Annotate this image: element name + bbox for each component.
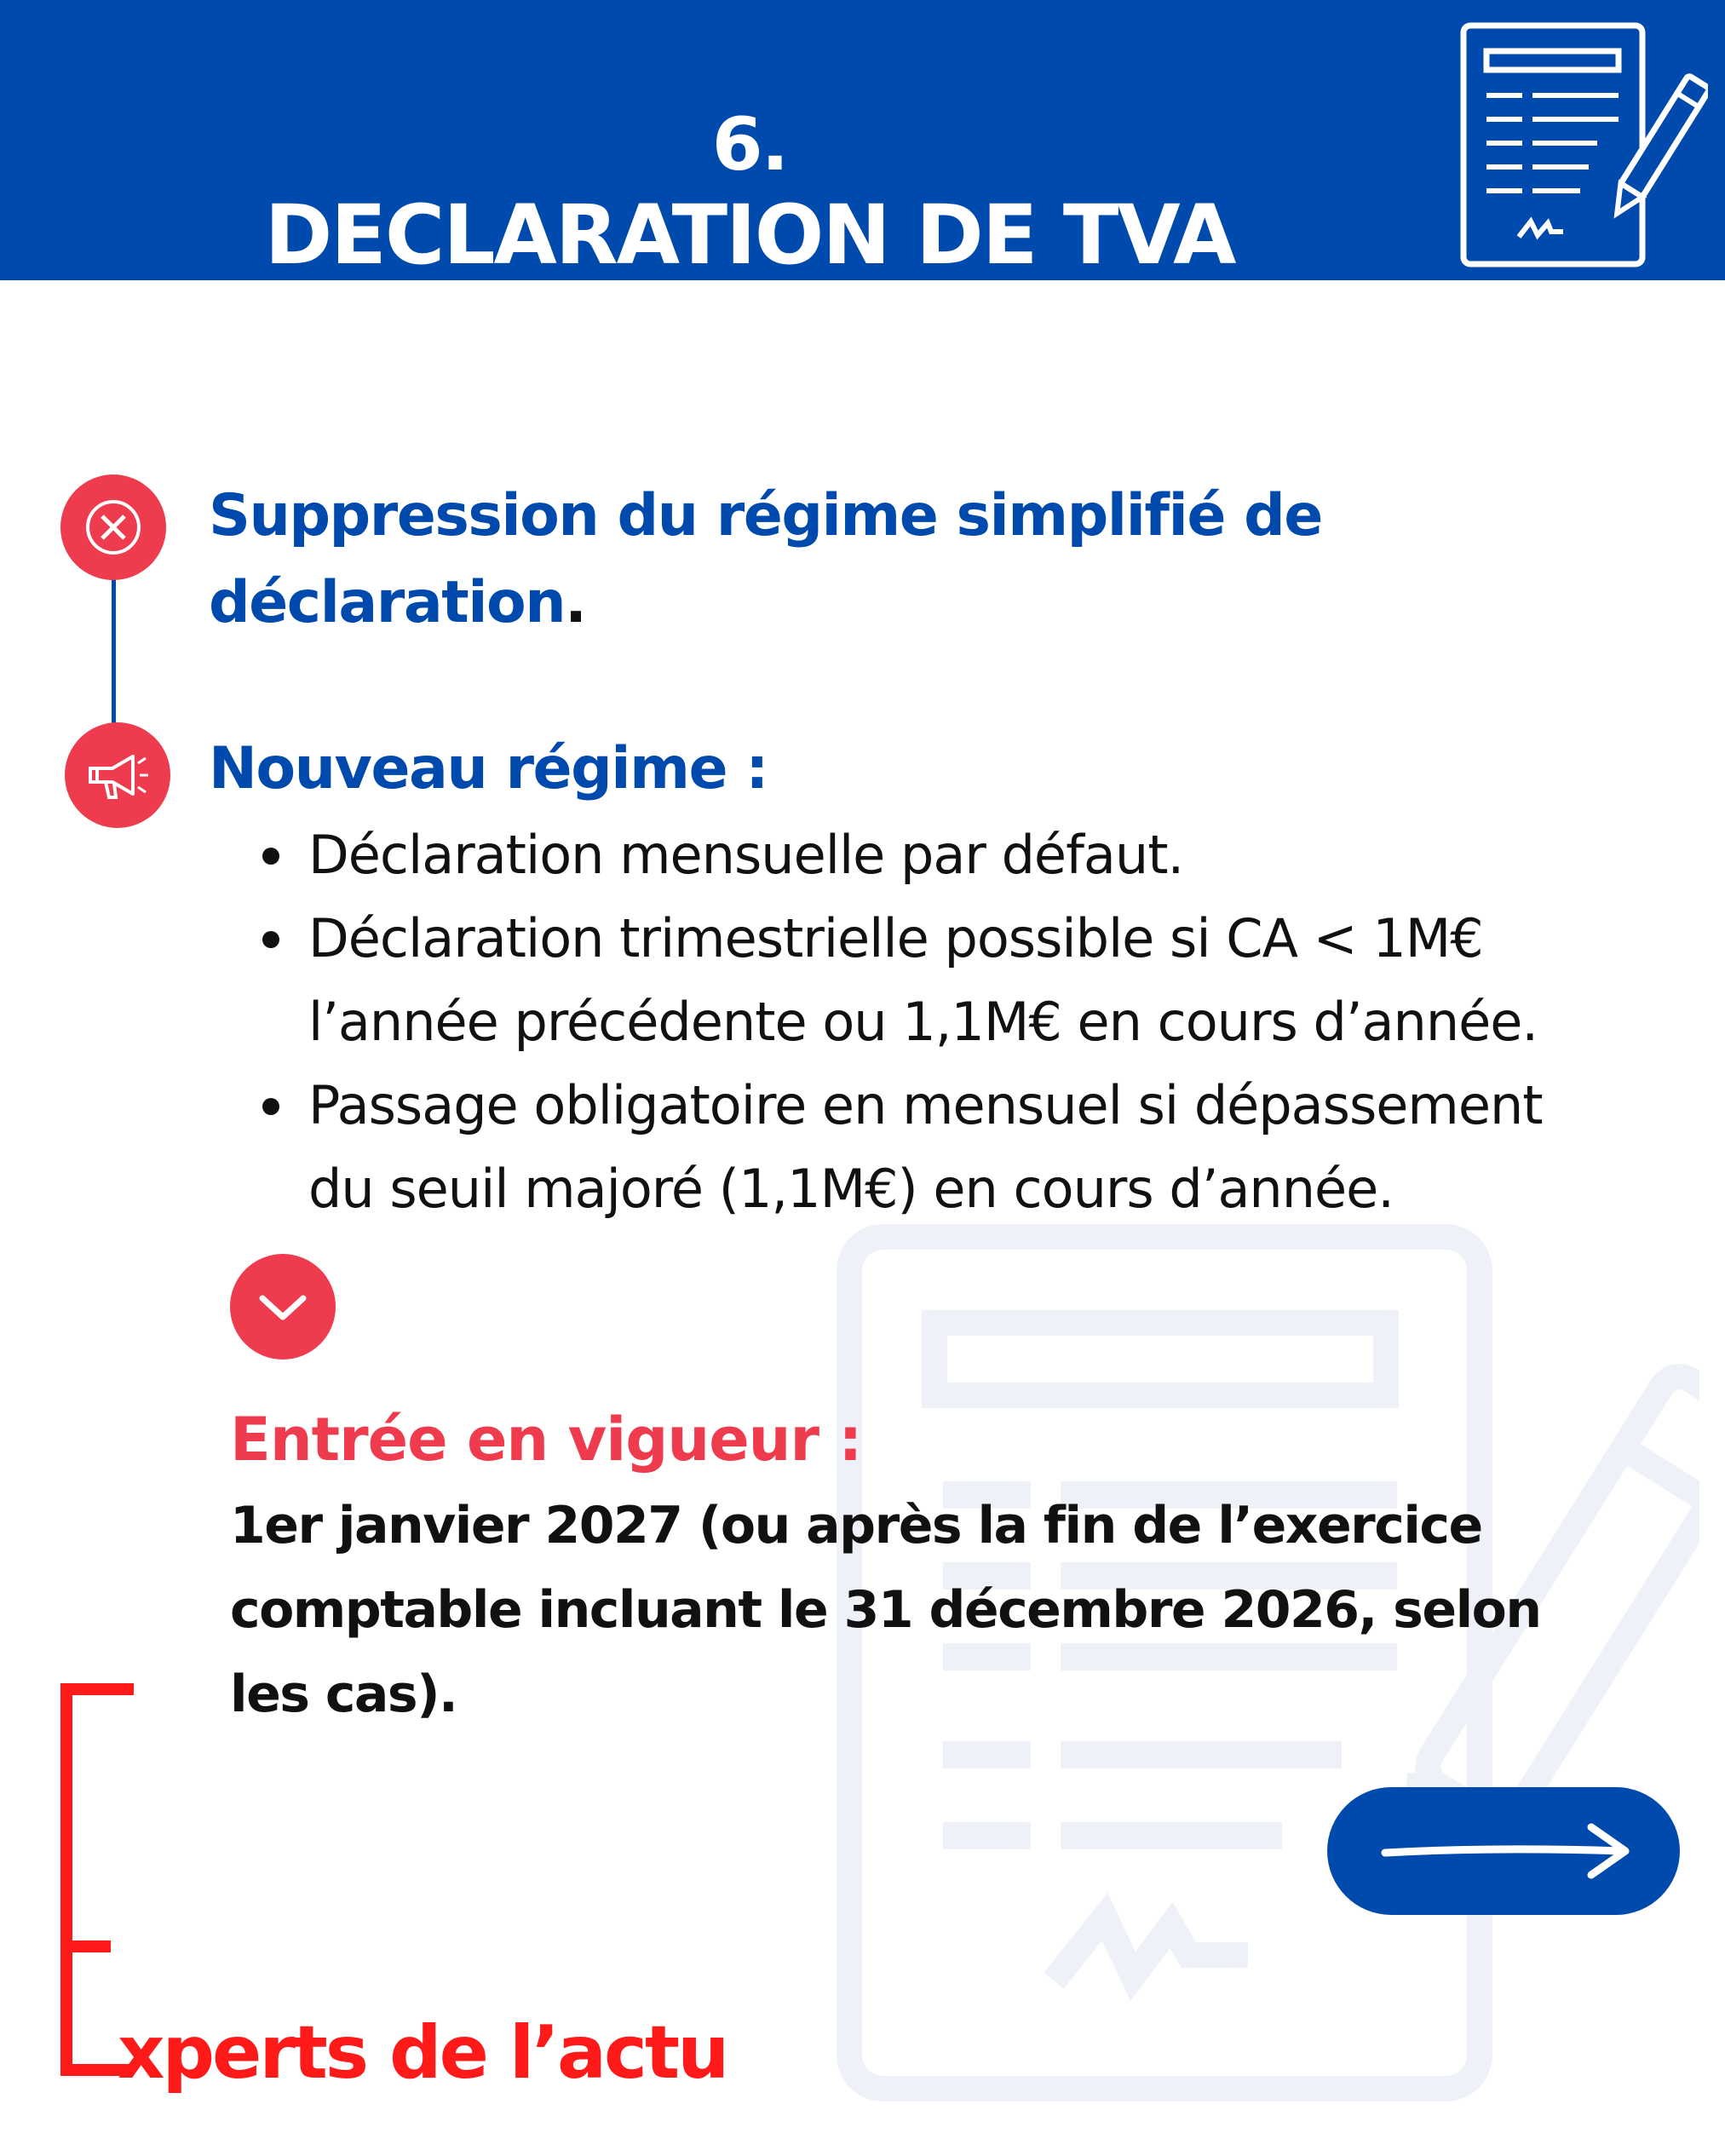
- next-button[interactable]: [1327, 1787, 1680, 1915]
- effective-date-text: 1er janvier 2027 (ou après la fin de l’exercice comptable incluant le 31 décembre 2026, selon les cas).: [230, 1496, 1541, 1724]
- page-title: DECLARATION DE TVA: [264, 187, 1235, 283]
- timeline-connector: [112, 562, 116, 728]
- item-title: Suppression du régime simplifié de déclaration: [209, 482, 1322, 636]
- megaphone-icon: [65, 722, 170, 828]
- section-number: 6.: [711, 102, 788, 187]
- item-title-period: .: [565, 569, 586, 636]
- x-circle-icon: [60, 474, 166, 580]
- document-signature-icon: [1452, 17, 1708, 273]
- list-item: Passage obligatoire en mensuel si dépassement du seuil majoré (1,1M€) en cours d’année.: [256, 1064, 1619, 1231]
- brand-name: xperts de l’actu: [118, 2010, 727, 2096]
- bullet-list: [256, 814, 1619, 1231]
- effective-date-heading: Entrée en vigueur :: [230, 1405, 862, 1475]
- list-item: Déclaration trimestrielle possible si CA < 1M€ l’année précédente ou 1,1M€ en cours d’année.: [256, 897, 1619, 1064]
- new-regime-heading: Nouveau régime :: [209, 735, 768, 802]
- list-item: Déclaration mensuelle par défaut.: [256, 814, 1619, 897]
- chevron-down-icon: [230, 1254, 336, 1360]
- item-heading: [209, 473, 1444, 647]
- arrow-right-icon: [1327, 1787, 1680, 1915]
